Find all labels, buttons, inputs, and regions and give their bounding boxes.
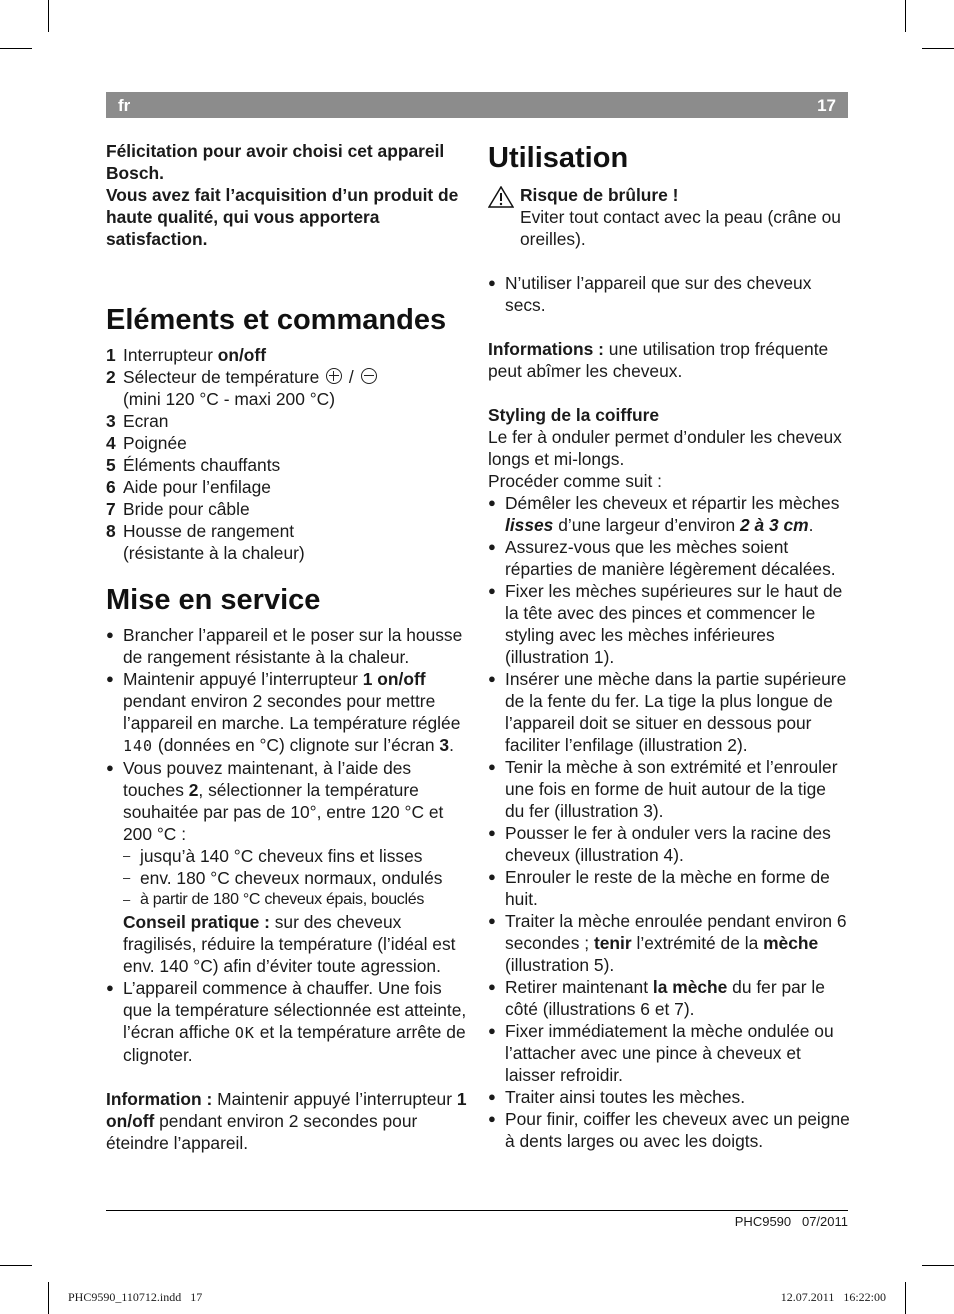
warning-triangle-icon [488,184,520,250]
bullet-item: ● Assurez-vous que les mèches soient réparties de manière légèrement décalées. [488,537,836,579]
crop-mark [48,1282,49,1314]
footer-rule [106,1210,848,1211]
bullet-item: ● Pour finir, coiffer les cheveux avec un peigne à dents larges ou avec les doigts. [488,1109,850,1151]
intro-paragraph-2: Vous avez fait l’acquisition d’un produit de haute qualité, qui vous apportera satisfaction. [106,185,459,249]
print-slug-file: PHC9590_110712.indd 17 [68,1290,203,1304]
bullet-item: ● Démêler les cheveux et répartir les mèches lisses d’une largeur d’environ 2 à 3 cm. [488,493,840,535]
proceed-text: Procéder comme suit : [488,471,662,491]
list-item: 3 Ecran [106,411,169,431]
bullet-item: ● Retirer maintenant la mèche du fer par le côté (illustrations 6 et 7). [488,977,825,1019]
list-item: 2 Sélecteur de température / (mini 120 °C - maxi 200 °C) [106,366,468,410]
crop-mark [922,48,954,49]
bullet-item: ● Enrouler le reste de la mèche en forme de huit. [488,867,830,909]
crop-mark [0,1265,32,1266]
bullet-item: ● Pousser le fer à onduler vers la racine des cheveux (illustration 4). [488,823,831,865]
bullet-item: ● Maintenir appuyé l’interrupteur 1 on/off pendant environ 2 secondes pour mettre l’appareil en marche. La température réglée 140 (données en °C) clignote sur l’écran 3. [106,669,461,755]
bullet-item: ● Fixer les mèches supérieures sur le haut de la tête avec des pinces et commencer le styling avec les mèches inférieures (illustration 1). [488,581,843,667]
print-slug-timestamp: 12.07.2011 16:22:00 [780,1290,886,1304]
warning-block: Risque de brûlure ! Eviter tout contact avec la peau (crâne ou oreilles). [488,184,850,250]
list-item: 1 Interrupteur on/off [106,345,267,365]
list-item: 8 Housse de rangement (résistante à la chaleur) [106,521,305,563]
bullet-item: ● N’utiliser l’appareil que sur des cheveux secs. [488,273,812,315]
display-readout: 140 [123,737,154,755]
model-date-code: PHC9590 07/2011 [734,1214,848,1229]
crop-mark [905,1282,906,1314]
bullet-item: ● Insérer une mèche dans la partie supérieure de la fente du fer. La tige la plus longue de l’appareil doit se situer en dessous pour faciliter l’enfilage (illustration 2). [488,669,847,755]
list-item: 5 Éléments chauffants [106,455,281,475]
bullet-item: ● Fixer immédiatement la mèche ondulée ou l’attacher avec une pince à cheveux et laisser refroidir. [488,1021,834,1085]
right-column [488,140,850,1152]
page-header-bar [106,92,848,118]
minus-icon [361,368,377,384]
bullet-item: ● Brancher l’appareil et le poser sur la housse de rangement résistante à la chaleur. [106,625,463,667]
info-paragraph: Informations : une utilisation trop fréquente peut abîmer les cheveux. [488,339,829,381]
bullet-item: ● Traiter ainsi toutes les mèches. [488,1087,746,1107]
list-item: 6 Aide pour l’enfilage [106,477,271,497]
plus-icon [326,368,342,384]
list-item: 4 Poignée [106,433,187,453]
elements-list [106,344,468,564]
info-paragraph: Information : Maintenir appuyé l’interrupteur 1 on/off pendant environ 2 secondes pour éteindre l’appareil. [106,1089,467,1153]
page-number: 17 [817,96,836,115]
crop-mark [922,1265,954,1266]
crop-mark [905,0,906,32]
intro-paragraph-1: Félicitation pour avoir choisi cet appareil Bosch. [106,141,445,183]
list-item: 7 Bride pour câble [106,499,250,519]
bullet-item: ● Tenir la mèche à son extrémité et l’enrouler une fois en forme de huit autour de la tige du fer (illustration 3). [488,757,838,821]
section-title-mise-en-service: Mise en service [106,584,321,616]
crop-mark [48,0,49,32]
styling-paragraph: Le fer à onduler permet d’onduler les cheveux longs et mi-longs. [488,427,842,469]
display-readout: OK [234,1024,255,1042]
section-title-utilisation: Utilisation [488,142,629,174]
crop-mark [0,48,32,49]
bullet-item: ● L’appareil commence à chauffer. Une fois que la température sélectionnée est atteinte, l’écran affiche OK et la température arrête de clignoter. [106,978,467,1065]
bullet-item: ● Traiter la mèche enroulée pendant environ 6 secondes ; tenir l’extrémité de la mèche (illustration 5). [488,911,847,975]
left-column [106,140,468,1154]
language-code: fr [118,96,131,115]
section-title-elements: Eléments et commandes [106,304,447,336]
subheading-styling: Styling de la coiffure [488,405,660,425]
bullet-item: ● Vous pouvez maintenant, à l’aide des touches 2, sélectionner la température souhaitée par pas de 10°, entre 120 °C et 200 °C : – jusqu’à 140 °C cheveux fins et lisses – env. 180 °C cheveux normaux, ondulés – à partir de 180 °C cheveux épais, bouclés Conseil pratique : sur des cheveux fragilisés, réduire la température (l’idéal est env. 140 °C) afin d’éviter toute agression. [106,758,456,976]
